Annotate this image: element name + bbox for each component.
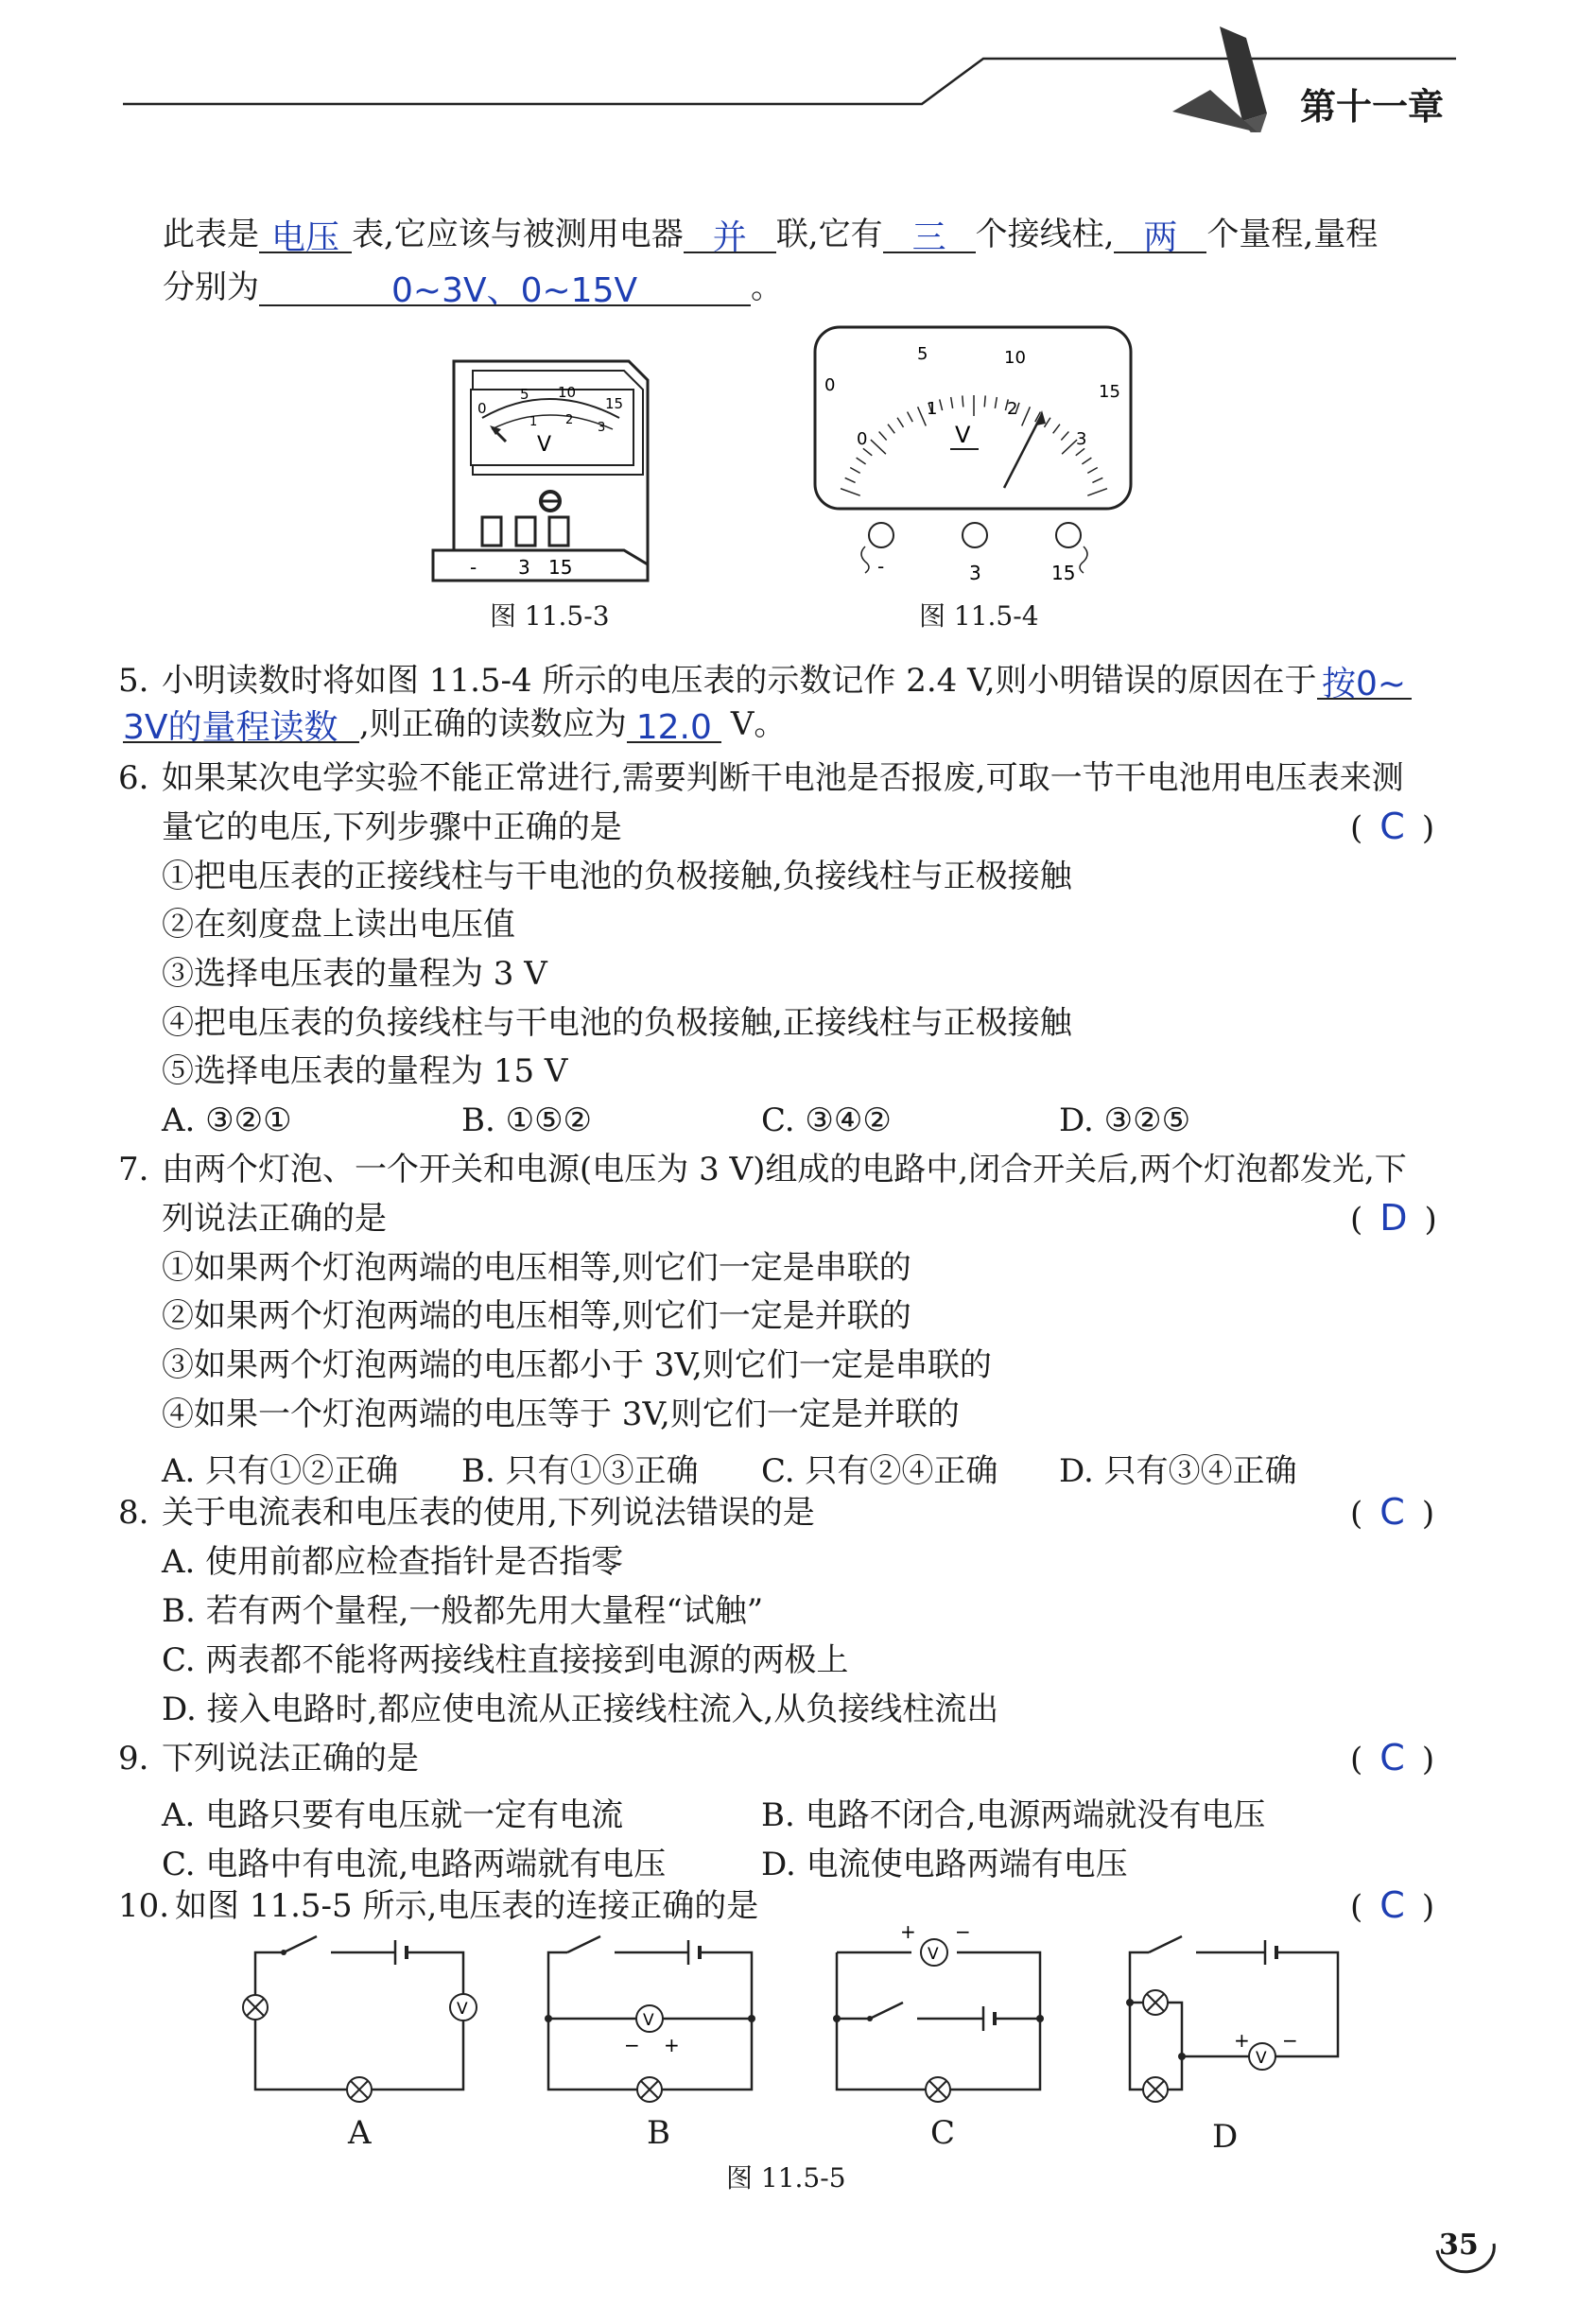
q6-step-4: ④把电压表的负接线柱与干电池的负极接触,正接线柱与正极接触 (162, 1004, 1072, 1042)
fig4-terminal-neg: - (877, 555, 885, 578)
q6-step-2: ②在刻度盘上读出电压值 (162, 906, 515, 944)
page-number: 35 (1439, 2229, 1479, 2262)
fig4-terminal-3: 3 (969, 562, 981, 584)
circuit-d-minus: − (1282, 2029, 1298, 2052)
q7-step-4: ④如果一个灯泡两端的电压等于 3V,则它们一定是并联的 (162, 1396, 960, 1433)
q7-step-3: ③如果两个灯泡两端的电压都小于 3V,则它们一定是串联的 (162, 1346, 992, 1384)
q4-answer-4: 两 (1143, 218, 1178, 257)
q4-answer-5: 0~3V、0~15V (391, 271, 638, 310)
q7-step-2: ②如果两个灯泡两端的电压相等,则它们一定是并联的 (162, 1297, 911, 1335)
fig4-unit: V (955, 422, 971, 448)
fig3-scale-top-2: 10 (558, 384, 577, 401)
figure-11-5-4-caption: 图 11.5-4 (919, 600, 1039, 632)
fig3-unit: V (537, 433, 552, 457)
fig3-scale-top-0: 0 (477, 400, 487, 417)
fig4-scale-top-1: 5 (917, 344, 928, 364)
fig4-scale-bottom-1: 1 (927, 399, 938, 419)
q7-answer: D (1379, 1197, 1408, 1239)
circuit-label-a: A (348, 2114, 372, 2152)
figure-11-5-4-voltmeter (804, 320, 1144, 594)
circuit-d-plus: + (1234, 2029, 1250, 2052)
q8-option-d: D. 接入电路时,都应使电流从正接线柱流入,从负接线柱流出 (162, 1691, 999, 1728)
fig4-scale-bottom-2: 2 (1007, 399, 1018, 419)
circuit-label-c: C (930, 2114, 956, 2152)
q6-option-a: A. ③②① (162, 1101, 292, 1139)
chapter-title: 第十一章 (1300, 85, 1445, 128)
fig3-terminal-3: 3 (518, 556, 530, 579)
circuit-label-b: B (647, 2114, 670, 2152)
q9-answer-bracket: ( C ) (1350, 1737, 1435, 1778)
fig3-terminal-15: 15 (548, 556, 573, 579)
circuit-a-meter-label: V (457, 2000, 468, 2019)
figure-11-5-5-circuits (227, 1910, 1343, 2175)
fig4-scale-top-2: 10 (1004, 348, 1026, 368)
fig3-scale-bottom-2: 2 (565, 413, 574, 427)
q4-answer-3: 三 (911, 218, 946, 257)
fig4-terminal-15: 15 (1051, 562, 1076, 584)
q4-line2: 分别为 0~3V、0~15V 。 (163, 269, 783, 310)
q5-answer-2: 12.0 (635, 708, 712, 747)
q7-stem-1: 7. 由两个灯泡、一个开关和电源(电压为 3 V)组成的电路中,闭合开关后,两个灯泡都发光,下 (118, 1151, 1407, 1188)
circuit-c (833, 1920, 1044, 2102)
q7-step-1: ①如果两个灯泡两端的电压相等,则它们一定是串联的 (162, 1249, 911, 1287)
q6-step-3: ③选择电压表的量程为 3 V (162, 955, 547, 993)
q7-option-d: D. 只有③④正确 (1059, 1452, 1297, 1490)
q5-line2: 3V的量程读数 ,则正确的读数应为 12.0 V。 (123, 705, 787, 747)
q9-answer: C (1379, 1737, 1405, 1778)
q6-step-1: ①把电压表的正接线柱与干电池的负极接触,负接线柱与正极接触 (162, 858, 1072, 895)
q6-answer: C (1379, 806, 1405, 847)
q6-option-d: D. ③②⑤ (1059, 1101, 1191, 1139)
q7-stem-2: 列说法正确的是 (162, 1200, 387, 1238)
q10-answer-bracket: ( C ) (1350, 1884, 1435, 1926)
q5-answer-1a: 按0~ (1322, 665, 1407, 703)
fig4-scale-top-0: 0 (824, 375, 836, 395)
q5-answer-1b: 3V的量程读数 (123, 708, 338, 747)
q9-stem: 9. 下列说法正确的是 (118, 1740, 419, 1778)
q6-stem-2: 量它的电压,下列步骤中正确的是 (162, 808, 622, 846)
fig4-scale-top-3: 15 (1099, 382, 1120, 402)
fig4-tick (984, 395, 985, 407)
q7-option-c: C. 只有②④正确 (761, 1452, 998, 1490)
fig3-terminals (482, 517, 568, 546)
q5-line1: 5. 小明读数时将如图 11.5-4 所示的电压表的示数记作 2.4 V,则小明错误的原因在于 按0~ (118, 662, 1412, 700)
circuit-b-meter-label: V (643, 2011, 654, 2030)
circuit-a (243, 1936, 477, 2102)
q6-stem-1: 6. 如果某次电学实验不能正常进行,需要判断干电池是否报废,可取一节干电池用电压表来测 (118, 759, 1404, 797)
pencil-icon (1172, 26, 1267, 132)
q9-option-a: A. 电路只要有电压就一定有电流 (162, 1796, 624, 1834)
fig4-scale-bottom-0: 0 (857, 429, 868, 449)
circuit-c-meter-label: V (928, 1945, 939, 1964)
circuit-b-plus: + (664, 2034, 680, 2056)
q4-answer-1: 电压 (270, 218, 339, 257)
q9-option-d: D. 电流使电路两端有电压 (761, 1846, 1128, 1883)
circuit-d-meter-label: V (1256, 2049, 1267, 2068)
q6-option-b: B. ①⑤② (461, 1101, 593, 1139)
q8-answer-bracket: ( C ) (1350, 1491, 1435, 1533)
circuit-d (1126, 1936, 1338, 2102)
fig3-scale-bottom-3: 3 (598, 421, 606, 435)
q10-answer: C (1379, 1884, 1405, 1926)
q8-option-c: C. 两表都不能将两接线柱直接接到电源的两极上 (162, 1641, 849, 1679)
circuit-b-minus: − (624, 2034, 640, 2056)
q4-answer-2: 并 (712, 218, 747, 257)
q9-option-b: B. 电路不闭合,电源两端就没有电压 (761, 1796, 1266, 1834)
q9-option-c: C. 电路中有电流,电路两端就有电压 (162, 1846, 667, 1883)
fig3-scale-bottom-1: 1 (529, 415, 538, 429)
q4-line1: 此表是 电压 表,它应该与被测用电器 并 联,它有 三 个接线柱, 两 个量程,量程 (163, 216, 1379, 257)
fig3-terminal-neg: - (470, 556, 477, 579)
q10-stem: 10. 如图 11.5-5 所示,电压表的连接正确的是 (118, 1887, 759, 1925)
fig4-scale-bottom-3: 3 (1076, 429, 1087, 449)
q7-answer-bracket: ( D ) (1350, 1197, 1437, 1239)
figure-11-5-5-caption: 图 11.5-5 (726, 2162, 846, 2194)
q6-answer-bracket: ( C ) (1350, 806, 1435, 847)
q7-option-a: A. 只有①②正确 (162, 1452, 399, 1490)
fig3-scale-top-1: 5 (520, 386, 529, 403)
circuit-c-plus: + (900, 1920, 916, 1943)
q8-answer: C (1379, 1491, 1405, 1533)
q8-stem: 8. 关于电流表和电压表的使用,下列说法错误的是 (118, 1494, 815, 1532)
circuit-label-d: D (1212, 2118, 1239, 2156)
q6-step-5: ⑤选择电压表的量程为 15 V (162, 1052, 568, 1090)
figure-11-5-3-caption: 图 11.5-3 (490, 600, 610, 632)
q6-option-c: C. ③④② (761, 1101, 892, 1139)
q8-option-b: B. 若有两个量程,一般都先用大量程“试触” (162, 1592, 764, 1630)
circuit-c-minus: − (955, 1920, 971, 1943)
circuit-b (545, 1936, 755, 2102)
figure-11-5-3-voltmeter (425, 352, 671, 588)
fig3-scale-top-3: 15 (605, 395, 624, 412)
q7-option-b: B. 只有①③正确 (461, 1452, 699, 1490)
q8-option-a: A. 使用前都应检查指针是否指零 (162, 1543, 624, 1581)
